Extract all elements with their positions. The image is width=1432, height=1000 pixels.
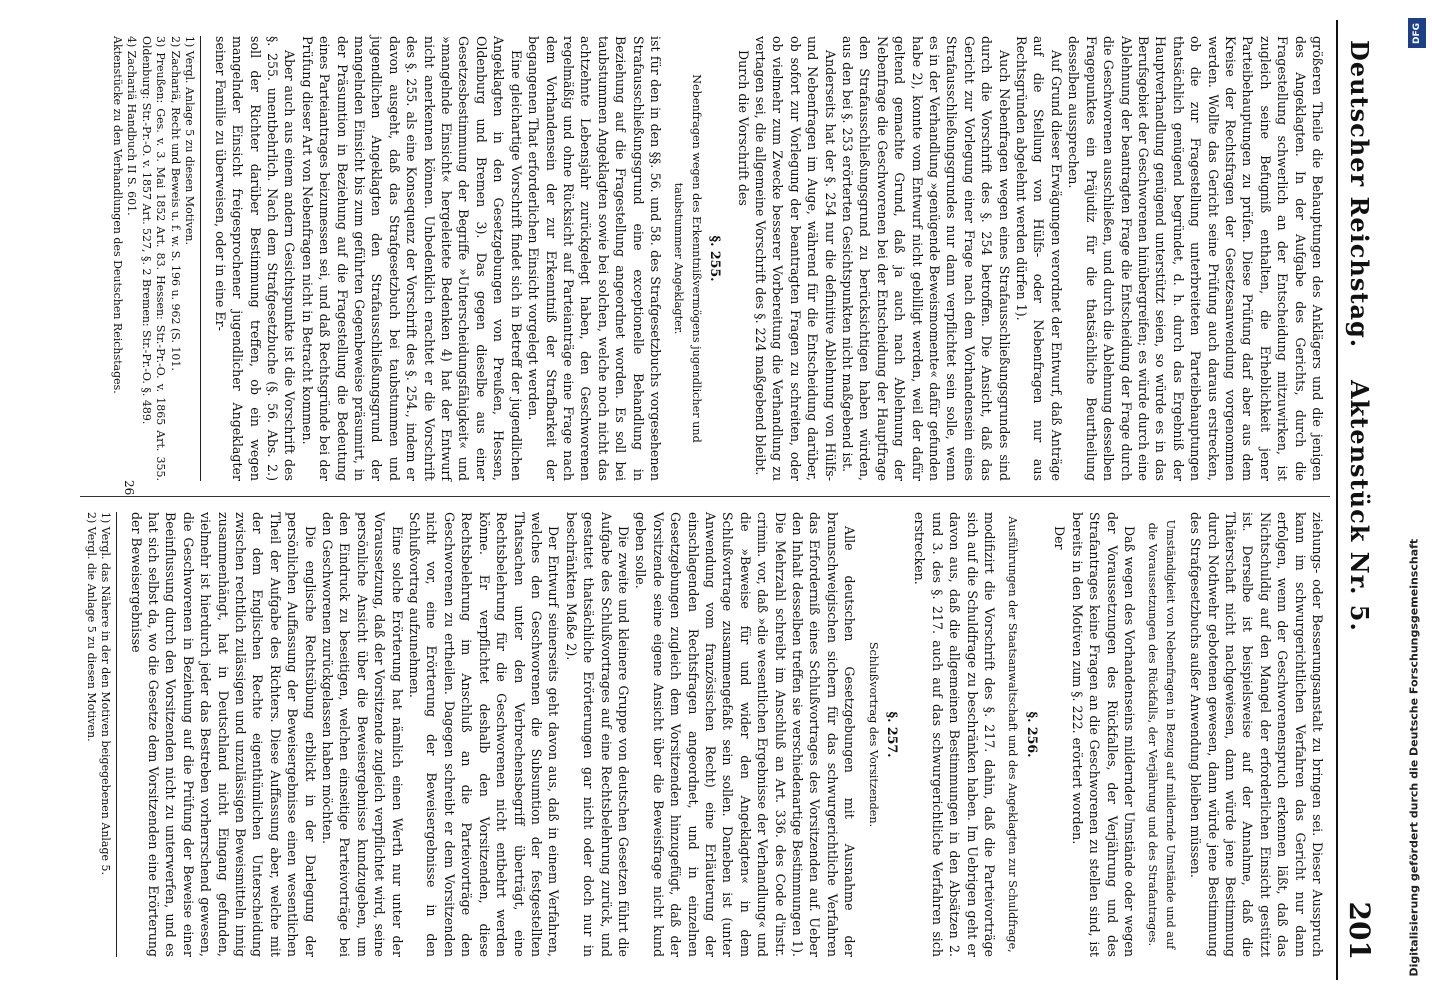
section-title: §. 255. — [708, 235, 724, 282]
header-center-title: Aktenstück Nr. 5. — [1345, 380, 1374, 632]
digitization-credit — [1404, 10, 1430, 990]
paragraph: Alle deutschen Gesetzgebungen mit Ausnahme der braunschweigischen sichern für das schwurgerichtliche Verfahren das Erforderniß eines Schlußvortrages des Vorsitzenden auf. Ueber den Inhalt desselben treffen sie verschiedenartige Bestimmungen 1). Die Mehrzahl schreibt im Anschluß an Art. 336. des Code d'instr. crimin. vor, daß »die wesentlichen Ergebnisse der Verhandlung« und die »Beweise für und wider den Angeklagten« in dem Schlußvortrage zusammengefaßt sein sollen. Daneben ist (unter Anwendung vom französischen Recht) eine Erläuterung der einschlagenden Rechtsfragen angeordnet, und in einzelnen Gesetzgebungen zugleich dem Vorsitzenden hinzugefügt, daß der Vorsitzende seine eigene Ansicht über die Beweisfrage nicht kund geben solle. — [633, 512, 858, 957]
footnotes — [83, 512, 117, 957]
paragraph: größeren Theile die Behauptungen des Anklägers und die jenigen des Angeklagten. In der Aufgabe des Gerichts, durch die Fragestellung schwerlich an der Entscheidung mitzuwirken, ist zugleich seine Befugniß enthalten, die Erheblichkeit jener Parteibehauptungen zu prüfen. Diese Prüfung darf aber aus dem Kreise der Rechtsfragen der Gesetzesanwendung vorgenommen werden. Wollte das Gericht seine Prüfung auch daraus erstrecken, ob die zur Fragestellung unterbreiteten Parteibehauptungen thatsächlich genügend begründet, d. h. durch das Ergebniß der Hauptverhandlung genügend unterstützt seien, so würde es in das Berufsgebiet der Geschworenen hinübergreifen; es würde durch eine Ablehnung der beantragten Frage die Entscheidung der Frage durch die Geschworenen ausschließen, und durch die Ablehnung desselben Fragepunktes ein Präjudiz für die thatsächliche Beurtheilung desselben aussprechen. — [1066, 36, 1325, 481]
paragraph: Eine gleichartige Vorschrift findet sich in Betreff der jugendlichen Angeklagten in den Gesetzgebungen von Preußen, Hessen, Oldenburg und Bremen 3). Das gegen dieselbe aus einer Gesetzesbestimmung der Begriffe »Unterscheidungsfähigkeit« und »mangelnde Einsicht« hergeleitete Bedenken 4) hat der Entwurf nicht anerkennen können. Unbedenklich erachtet er die Vorschrift des §. 255. als eine Konsequenz der Vorschrift des §. 254., indem er davon ausgeht, daß das Strafgesetzbuch bei taubstummen und jugendlichen Angeklagten den Strafausschließungsgrund der mangelnden Einsicht bis zum geführten Gegenbeweise präsumirt, in der Präsumtion in Beziehung auf die Fragestellung die Bedeutung eines Parteiantrages beizumessen sei, und daß Rechtsgründe bei der Prüfung dieser Art von Nebenfragen nicht in Betracht kommen. — [299, 36, 524, 481]
paragraph: Die englische Rechtsübung erblickt in der Darlegung der persönlichen Auffassung der Beweisergebnisse einen wesentlichen Theil der Aufgabe des Richters. Diese Auffassung aber, welche mit der dem Englischen Rechte eigenthümlichen Unterscheidung zwischen rechtlich zulässigen und unzulässigen Beweismitteln innig zusammenhängt, hat in Deutschland nicht Eingang gefunden, vielmehr ist hierdurch jeder das Bestreben vorherrschend gewesen, die Geschworenen in Beziehung auf die Prüfung der Beweise einer Beeinflussung durch den Vorsitzenden nicht zu unterwerfen, und es hat sich selbst da, wo die Gesetze dem Vorsitzenden eine Erörterung der Beweisergebnisse — [128, 512, 318, 957]
page-number: 201 — [1343, 901, 1376, 960]
paragraph: Auch Nebenfragen wegen eines Strafausschließungsgrundes sind durch die Vorschrift des §. 254 betroffen. Die Ansicht, daß das Gericht zur Vorlegung einer Frage nach dem Vorhandensein eines Strafausschließungsgrundes nur dann verpflichtet sein solle, wenn es in der Verhandlung »genügende Beweismomente« dafür gefunden habe 2), konnte vom Entwurf nicht gebilligt werden, weil der dafür geltend gemachte Grund, daß ja auch nach Ablehnung der Nebenfrage die Geschworenen bei der Entscheidung der Hauptfrage den Strafausschließungsgrund zu berücksichtigen haben würden, aus den bei §. 253 erörterten Gesichtspunkten nicht maßgebend ist. — [840, 36, 1012, 481]
right-column — [83, 512, 1326, 957]
signature-mark: 26 — [122, 480, 136, 496]
credit-text: Digitalisierung gefördert durch die Deutsche Forschungsgemeinschaft — [1407, 538, 1421, 977]
footnote: 2) Vergl. die Anlage 5 zu diesen Motiven. — [84, 512, 98, 742]
paragraph: Die zweite und kleinere Gruppe von deutschen Gesetzen führt die Aufgabe des Schlußvortrages auf eine Rechtsbelehrung zurück, und gestattet thatsächliche Erörterungen gar nicht oder doch nur in beschränkten Maße 2). — [563, 512, 631, 957]
section-title: §. 256. — [1024, 711, 1040, 758]
section-subtitle: Nebenfragen wegen des Erkenntnißvermögens jugendlicher und taubstummer Angeklagter. — [672, 74, 703, 443]
paragraph: Der Entwurf seinerseits geht davon aus, daß in einem Verfahren, welches den Geschworenen die Subsumtion der festgestellten Thatsachen unter den Verbrechensbegriff überträgt, eine Rechtsbelehrung für die Geschworenen nicht entbehrt werden könne. Er verpflichtet deshalb den Vorsitzenden, diese Rechtsbelehrung im Anschluß an die Parteivorträge den Geschworenen zu ertheilen. Dagegen schreibt er dem Vorsitzenden nicht vor, eine Erörterung der Beweisergebnisse in den Schlußvortrag aufzunehmen. — [407, 512, 562, 957]
footnote: 1) Vergl. Anlage 5 zu diesen Motiven. — [183, 36, 197, 245]
section-subtitle: Ausführungen der Staatsanwaltschaft und des Angeklagten zur Schuldfrage, — [1006, 516, 1020, 953]
paragraph: Daß wegen des Vorhandenseins mildernder Umstände oder wegen der Voraussetzungen des Rückfalles, der Verjährung und des Strafantrages keine Fragen an die Geschworenen zu stellen sind, ist bereits in den Motiven zum §. 222. erörtert worden. — [1069, 512, 1137, 957]
section-title: §. 257. — [885, 711, 901, 758]
header-left-title: Deutscher Reichstag. — [1345, 40, 1374, 349]
footnotes — [109, 36, 201, 481]
footnote: 3) Preußen: Ges. v. 3. Mai 1852 Art. 83. Hessen: Str.-Pr.-O. v. 1865 Art. 355. Oldenburg: Str.-Pr.-O. v. 1857 Art. 527, §. 2 Bremen: Str.-Pr.-O. §. 489. — [139, 36, 168, 481]
footnote: 4) Zachariä Handbuch II S. 601. — [125, 36, 139, 216]
footnote: 2) Zachariä, Recht und Beweis u. f. w. S. 196 u. 962 (S. 101. — [168, 36, 182, 371]
paragraph: Eine solche Erörterung hat nämlich einen Werth nur unter der Voraussetzung, daß der Vorsitzende zugleich verpflichtet wird, seine persönliche Ansicht über die Beweisergebnisse kundzugeben, um den Eindruck zu beseitigen, welchen einseitige Parteivorträge bei den Geschworenen zurückgelassen haben möchten. — [320, 512, 405, 957]
left-column — [109, 36, 1326, 481]
bottom-note: Aktenstücke zu den Verhandlungen des Deutschen Reichstages. — [110, 36, 124, 394]
column-divider — [80, 496, 1330, 497]
paragraph: Aber auch aus einem andern Gesichtspunkte ist die Vorschrift des §. 255. unentbehrlich. Nach dem Strafgesetzbuche (§. 56. Abs. 2.) soll der Richter darüber Bestimmung treffen, ob ein wegen mangelnder Einsicht freigesprochener jugendlicher Angeklagter seiner Familie zu überweisen, oder in eine Er- — [212, 36, 298, 481]
dfg-logo-icon: DFG — [1408, 18, 1426, 48]
paragraph: ziehungs- oder Besserungsanstalt zu bringen sei. Dieser Ausspruch kann im schwurgerichtlichen Verfahren das Gericht nur dann erfolgen, wenn der Geschworenenspruch erkennen läßt, daß das Nichtschuldig auf den Mangel der erforderlichen Einsicht gestützt ist. Derselbe ist beispielsweise auf der Annahme, daß die Thäterschaft nicht nachgewiesen, dann würde jene Bestimmung durch Nothwehr gebotenen gewesen, dann würde jene Bestimmung des Strafgesetzbuchs außer Anwendung bleiben müssen. — [1188, 512, 1325, 957]
page-header — [1336, 20, 1378, 980]
section-note: Umständigkeit von Nebenfragen in Bezug auf mildernde Umstände und auf die Voraussetzungen des Rückfalls, der Verjährung und des Strafantrages. — [1146, 519, 1177, 950]
paragraph: ist für den in den §§. 56. und 58. des Strafgesetzbuchs vorgesehenen Strafausschließungsgrund eine exceptionelle Behandlung in Beziehung auf die Fragestellung angeordnet worden. Es soll bei taubstummen Angeklagten sowie bei solchen, welche noch nicht das achtzehnte Lebensjahr zurückgelegt haben, den Geschworenen regelmäßig und ohne Rücksicht auf Parteianträge eine Frage nach dem Vorhandensein der zur Erkenntniß der Strafbarkeit der begangenen That erforderlichen Einsicht vorgelegt werden. — [526, 36, 663, 481]
paragraph: Auf Grund dieser Erwägungen verordnet der Entwurf, daß Anträge auf die Stellung von Hülfs- oder Nebenfragen nur aus Rechtsgründen abgelehnt werden dürfen 1). — [1014, 36, 1064, 481]
rotated-page-content — [46, 20, 1386, 980]
paragraph: Anderseits hat der §. 254 nur die definitive Ablehnung von Hülfs- und Nebenfragen im Auge, während für die Entscheidung darüber, ob sofort zur Vorlegung der beantragten Fragen zu schreiten, oder ob vielmehr zum Zwecke besserer Vorbereitung die Verhandlung zu vertagen sei, die allgemeine Vorschrift des §. 224 maßgebend bleibt. — [753, 36, 838, 481]
paragraph: Durch die Vorschrift des — [735, 50, 751, 206]
paragraph: modifizirt die Vorschrift des §. 217. dahin, daß die Parteivorträge sich auf die Schuldfrage zu beschränken haben. Im Uebrigen geht er davon aus, daß die allgemeinen Bestimmungen in den Absätzen 2. und 3. des §. 217. auch auf das schwurgerichtliche Verfahren sich erstrecken. — [912, 512, 998, 957]
section-subtitle: Schlußvortrag des Vorsitzenden. — [866, 641, 880, 828]
paragraph: Der — [1052, 526, 1068, 550]
footnote: 1) Vergl. das Nähere in der den Motiven beigegebenen Anlage 5. — [99, 512, 113, 876]
